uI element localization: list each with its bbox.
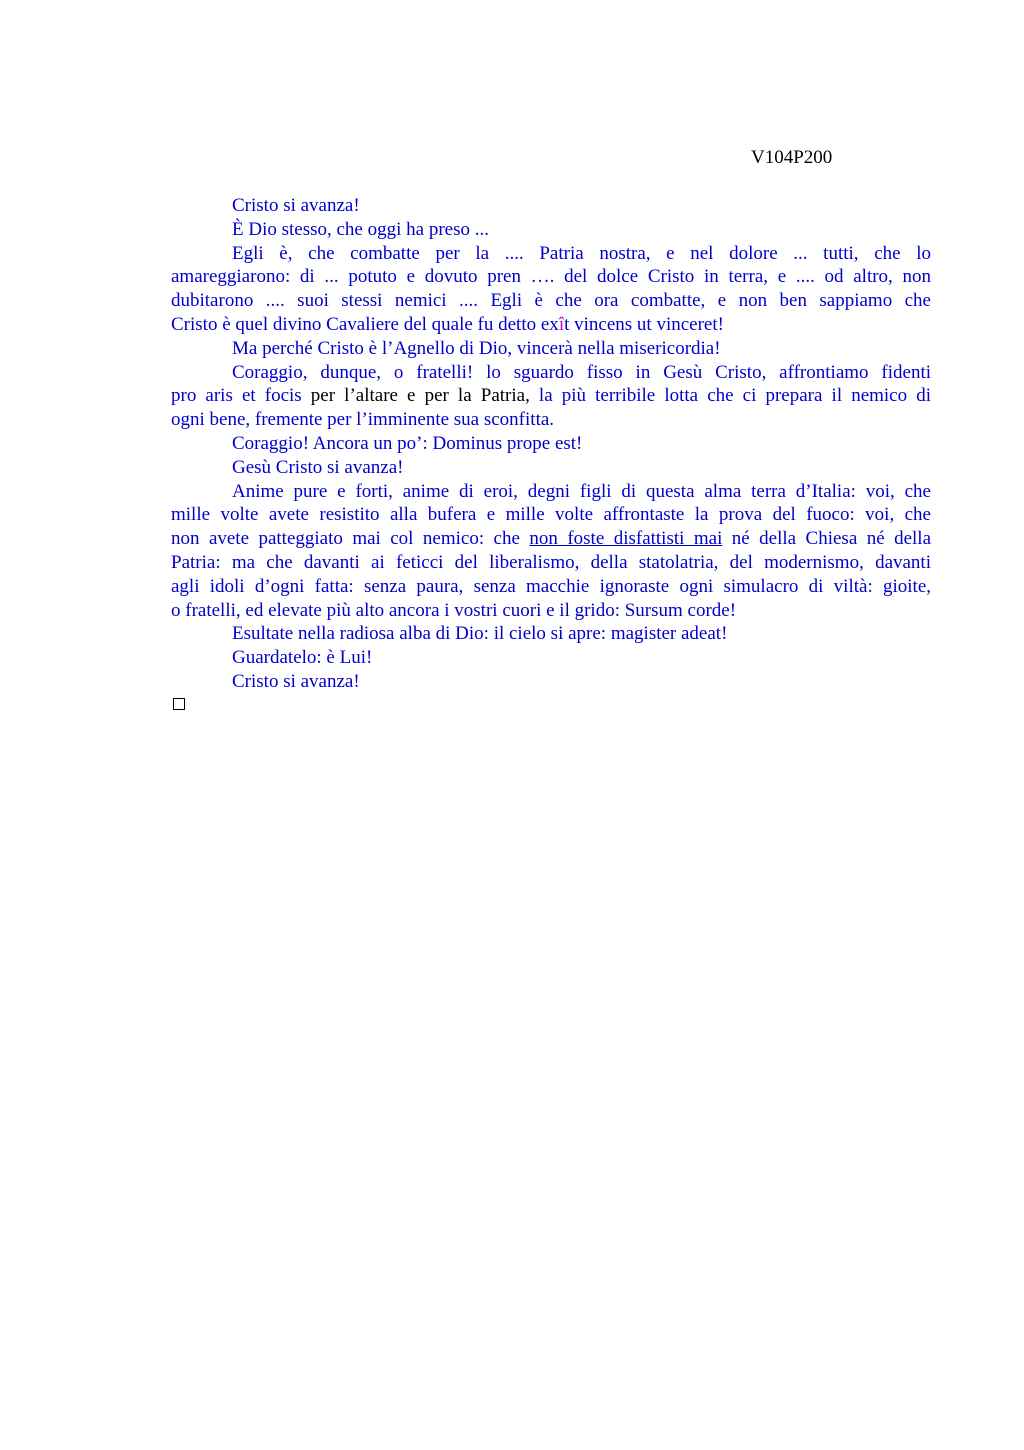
paragraph-3-line-3: dubitarono .... suoi stessi nemici .... Egli è che ora combatte, e non ben sappiamo che [171,290,931,312]
paragraph-5-line-3: ogni bene, fremente per l’imminente sua sconfitta. [171,409,555,431]
latin-phrase: pro aris et focis [171,385,302,407]
paragraph-7: Gesù Cristo si avanza! [232,456,404,478]
paragraph-1: Cristo si avanza! [232,195,360,216]
paragraph-2: È Dio stesso, che oggi ha preso ... [232,218,489,240]
paragraph-8-line-3 [171,527,931,551]
paragraph-11: Cristo si avanza! [232,670,360,692]
black-insert-text: per l’altare e per la Patria, [301,385,539,407]
paragraph-3-line-4-start: Cristo è quel divino Cavaliere del quale fu detto ex [171,313,559,335]
underlined-phrase: non foste disfattisti mai [529,528,723,550]
paragraph-8-line-3-end: né della Chiesa né della [722,528,931,550]
paragraph-5-line-1: Coraggio, dunque, o fratelli! lo sguardo fisso in Gesù Cristo, affrontiamo fidenti [232,361,931,383]
paragraph-5-line-2 [171,384,931,408]
paragraph-6: Coraggio! Ancora un po’: Dominus prope est! [232,432,583,454]
paragraph-4: Ma perché Cristo è l’Agnello di Dio, vincerà nella misericordia! [232,337,721,359]
paragraph-5 [171,361,931,432]
paragraph-5-line-2-end: la più terribile lotta che ci prepara il nemico di [538,385,931,407]
paragraph-9: Esultate nella radiosa alba di Dio: il cielo si apre: magister adeat! [232,623,728,645]
paragraph-8-line-4: Patria: ma che davanti ai feticci del liberalismo, della statolatria, del modernismo, davanti [171,551,931,573]
paragraph-8 [171,480,931,623]
paragraph-3-line-4-end: t vincens ut vinceret! [564,313,724,335]
paragraph-8-line-6: o fratelli, ed elevate più alto ancora i vostri cuori e il grido: Sursum corde! [171,599,737,621]
paragraph-3-line-2: amareggiarono: di ... potuto e dovuto pren …. del dolce Cristo in terra, e .... od altro, non [171,266,931,288]
paragraph-8-line-2: mille volte avete resistito alla bufera e mille volte affrontaste la prova del fuoco: voi, che [171,504,931,526]
paragraph-3 [171,242,931,337]
square-outline-icon [173,698,185,710]
page-identifier: V104P200 [751,147,833,168]
document-body [171,194,931,694]
paragraph-3-line-4 [171,313,931,337]
paragraph-8-line-3-start: non avete patteggiato mai col nemico: che [171,528,530,550]
paragraph-8-line-1: Anime pure e forti, anime di eroi, degni figli di questa alma terra d’Italia: voi, che [232,480,931,502]
paragraph-8-line-5: agli idoli d’ogni fatta: senza paura, senza macchie ignoraste ogni simulacro di viltà: gioite, [171,575,931,597]
accented-letter: î [558,313,565,335]
paragraph-10: Guardatelo: è Lui! [232,647,373,669]
paragraph-3-line-1: Egli è, che combatte per la .... Patria nostra, e nel dolore ... tutti, che lo [232,242,931,264]
